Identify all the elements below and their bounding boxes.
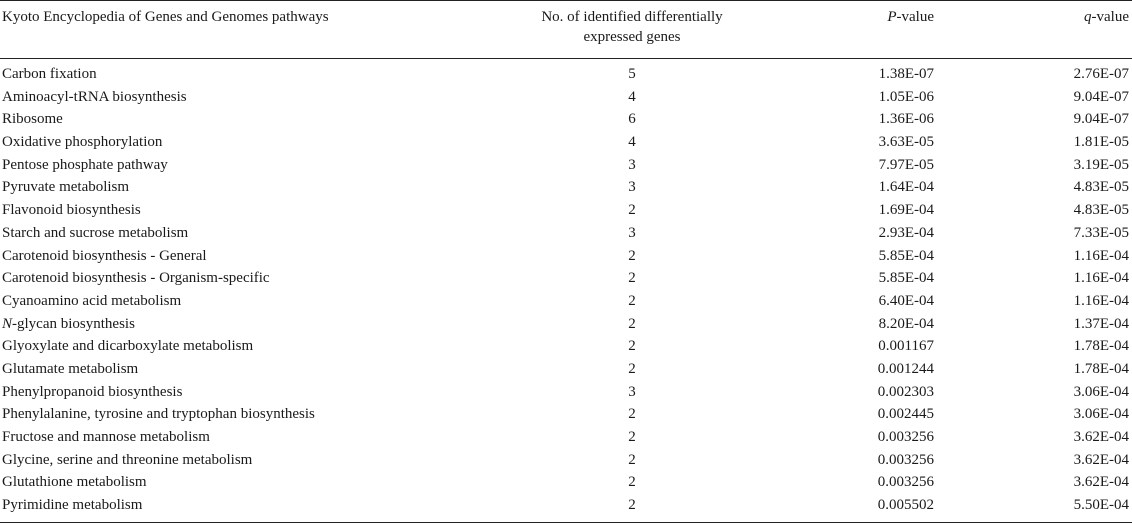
- pathway-name: [2, 267, 270, 289]
- header-q-value: [1084, 7, 1129, 27]
- pathway-name-text: Pyrimidine metabolism: [2, 497, 143, 514]
- q-value: 1.16E-04: [1073, 292, 1129, 309]
- q-value: 4.83E-05: [1073, 202, 1129, 219]
- pathway-name-text: Phenylalanine, tyrosine and tryptophan biosynthesis: [2, 406, 315, 423]
- table-row: [0, 267, 1132, 290]
- table-row: [0, 63, 1132, 86]
- pathway-name-text: Fructose and mannose metabolism: [2, 429, 210, 445]
- p-value: 0.003256: [877, 429, 934, 445]
- header-p-value: [887, 7, 934, 27]
- header-p-suffix: -value: [896, 9, 934, 25]
- pathway-name: [2, 131, 162, 153]
- q-value: 1.81E-05: [1073, 134, 1129, 151]
- q-value: 7.33E-05: [1073, 224, 1129, 241]
- gene-count: 2: [628, 497, 636, 514]
- pathway-name: [2, 358, 138, 380]
- p-value: 0.001167: [878, 338, 934, 355]
- pathway-name: [2, 176, 129, 198]
- p-value: 0.001244: [877, 360, 934, 377]
- p-value: 1.69E-04: [878, 202, 934, 219]
- p-value: 0.005502: [877, 497, 934, 514]
- q-value: 1.16E-04: [1073, 247, 1129, 264]
- table-row: [0, 199, 1132, 222]
- gene-count: 4: [628, 134, 636, 151]
- header-genes-line1: No. of identified differentially: [541, 9, 723, 25]
- p-value: 5.85E-04: [878, 270, 934, 287]
- p-value: 1.64E-04: [878, 179, 934, 196]
- p-value: 2.93E-04: [878, 224, 934, 241]
- pathway-name-text: Carotenoid biosynthesis - General: [2, 247, 207, 264]
- table-row: [0, 426, 1132, 449]
- table-row: [0, 381, 1132, 404]
- pathway-name-text: Ribosome: [2, 111, 63, 128]
- p-value: 1.38E-07: [878, 66, 934, 82]
- pathway-name: [2, 245, 207, 267]
- table-body: [0, 63, 1132, 517]
- gene-count: 2: [628, 429, 636, 445]
- gene-count: 2: [628, 406, 636, 423]
- gene-count: 3: [628, 179, 636, 196]
- pathway-name: [2, 63, 97, 85]
- pathway-name-text: Cyanoamino acid metabolism: [2, 292, 182, 309]
- header-p-symbol: P: [887, 9, 897, 25]
- gene-count: 2: [628, 292, 636, 309]
- pathway-name: [2, 313, 135, 335]
- pathway-name: [2, 86, 187, 108]
- gene-count: 5: [628, 66, 636, 82]
- pathway-name: [2, 403, 315, 425]
- q-value: 3.62E-04: [1073, 429, 1129, 445]
- gene-count: 2: [628, 474, 636, 491]
- gene-count: 2: [628, 451, 636, 468]
- q-value: 9.04E-07: [1073, 88, 1129, 105]
- q-value: 3.06E-04: [1073, 406, 1129, 423]
- table-row: [0, 154, 1132, 177]
- gene-count: 2: [628, 338, 636, 355]
- pathway-name-text: Oxidative phosphorylation: [2, 134, 163, 151]
- pathway-name-text: Carbon fixation: [2, 66, 97, 82]
- pathway-name-text: Flavonoid biosynthesis: [2, 202, 141, 219]
- q-value: 3.06E-04: [1073, 383, 1129, 400]
- gene-count: 4: [628, 88, 636, 105]
- pathway-name-text: Pentose phosphate pathway: [2, 156, 168, 173]
- header-genes: [480, 7, 784, 47]
- pathway-name-text: Glycine, serine and threonine metabolism: [2, 451, 253, 468]
- p-value: 1.36E-06: [878, 111, 934, 128]
- table-row: [0, 108, 1132, 131]
- q-value: 5.50E-04: [1073, 497, 1129, 514]
- table-header-rule: [0, 58, 1132, 59]
- gene-count: 2: [628, 360, 636, 377]
- p-value: 1.05E-06: [878, 88, 934, 105]
- q-value: 1.16E-04: [1073, 270, 1129, 287]
- p-value: 0.002303: [877, 383, 934, 400]
- table-row: [0, 449, 1132, 472]
- pathway-name-text: Phenylpropanoid biosynthesis: [2, 383, 183, 400]
- q-value: 3.19E-05: [1073, 156, 1129, 173]
- pathway-name-text: Glutamate metabolism: [2, 360, 139, 377]
- header-q-symbol: q: [1084, 9, 1092, 25]
- gene-count: 6: [628, 111, 636, 128]
- q-value: 2.76E-07: [1073, 66, 1129, 82]
- pathway-name-text: Glutathione metabolism: [2, 474, 147, 491]
- pathway-name: [2, 154, 168, 176]
- table-row: [0, 494, 1132, 517]
- pathway-name: [2, 471, 147, 493]
- header-q-suffix: -value: [1091, 9, 1129, 25]
- table-row: [0, 403, 1132, 426]
- gene-count: 2: [628, 315, 636, 332]
- table-top-rule: [0, 0, 1132, 1]
- pathway-name: [2, 108, 63, 130]
- pathway-name: [2, 199, 141, 221]
- p-value: 0.002445: [877, 406, 934, 423]
- pathway-name: [2, 494, 142, 516]
- q-value: 3.62E-04: [1073, 474, 1129, 491]
- table-row: [0, 176, 1132, 199]
- pathway-name: [2, 222, 188, 244]
- pathway-name: [2, 449, 252, 471]
- q-value: 9.04E-07: [1073, 111, 1129, 128]
- table-row: [0, 335, 1132, 358]
- q-value: 3.62E-04: [1073, 451, 1129, 468]
- table-row: [0, 290, 1132, 313]
- pathway-name-text: -glycan biosynthesis: [12, 315, 135, 332]
- gene-count: 2: [628, 202, 636, 219]
- pathway-name-prefix: N: [2, 315, 13, 332]
- table-row: [0, 86, 1132, 109]
- q-value: 1.78E-04: [1073, 360, 1129, 377]
- q-value: 4.83E-05: [1073, 179, 1129, 196]
- table-bottom-rule: [0, 522, 1132, 523]
- p-value: 6.40E-04: [878, 292, 934, 309]
- pathway-name-text: Carotenoid biosynthesis - Organism-specific: [2, 270, 270, 287]
- gene-count: 2: [628, 247, 636, 264]
- p-value: 0.003256: [877, 474, 934, 491]
- table-row: [0, 358, 1132, 381]
- p-value: 0.003256: [877, 451, 934, 468]
- gene-count: 3: [628, 156, 636, 173]
- pathway-name: [2, 290, 181, 312]
- p-value: 5.85E-04: [878, 247, 934, 264]
- table-row: [0, 313, 1132, 336]
- pathway-name-text: Starch and sucrose metabolism: [2, 224, 189, 241]
- p-value: 7.97E-05: [878, 156, 934, 173]
- table-row: [0, 131, 1132, 154]
- q-value: 1.37E-04: [1073, 315, 1129, 332]
- table-row: [0, 245, 1132, 268]
- pathway-name-text: Aminoacyl-tRNA biosynthesis: [2, 88, 187, 105]
- gene-count: 3: [628, 224, 636, 241]
- pathway-name: [2, 381, 182, 403]
- table-row: [0, 471, 1132, 494]
- p-value: 8.20E-04: [878, 315, 934, 332]
- gene-count: 3: [628, 383, 636, 400]
- p-value: 3.63E-05: [878, 134, 934, 151]
- pathway-name-text: Glyoxylate and dicarboxylate metabolism: [2, 338, 254, 355]
- header-genes-line2: expressed genes: [583, 29, 681, 45]
- q-value: 1.78E-04: [1073, 338, 1129, 355]
- pathway-name: [2, 335, 253, 357]
- table-row: [0, 222, 1132, 245]
- header-pathway: Kyoto Encyclopedia of Genes and Genomes pathways: [2, 9, 329, 25]
- pathway-name-text: Pyruvate metabolism: [2, 179, 130, 196]
- gene-count: 2: [628, 270, 636, 287]
- pathway-name: [2, 426, 210, 448]
